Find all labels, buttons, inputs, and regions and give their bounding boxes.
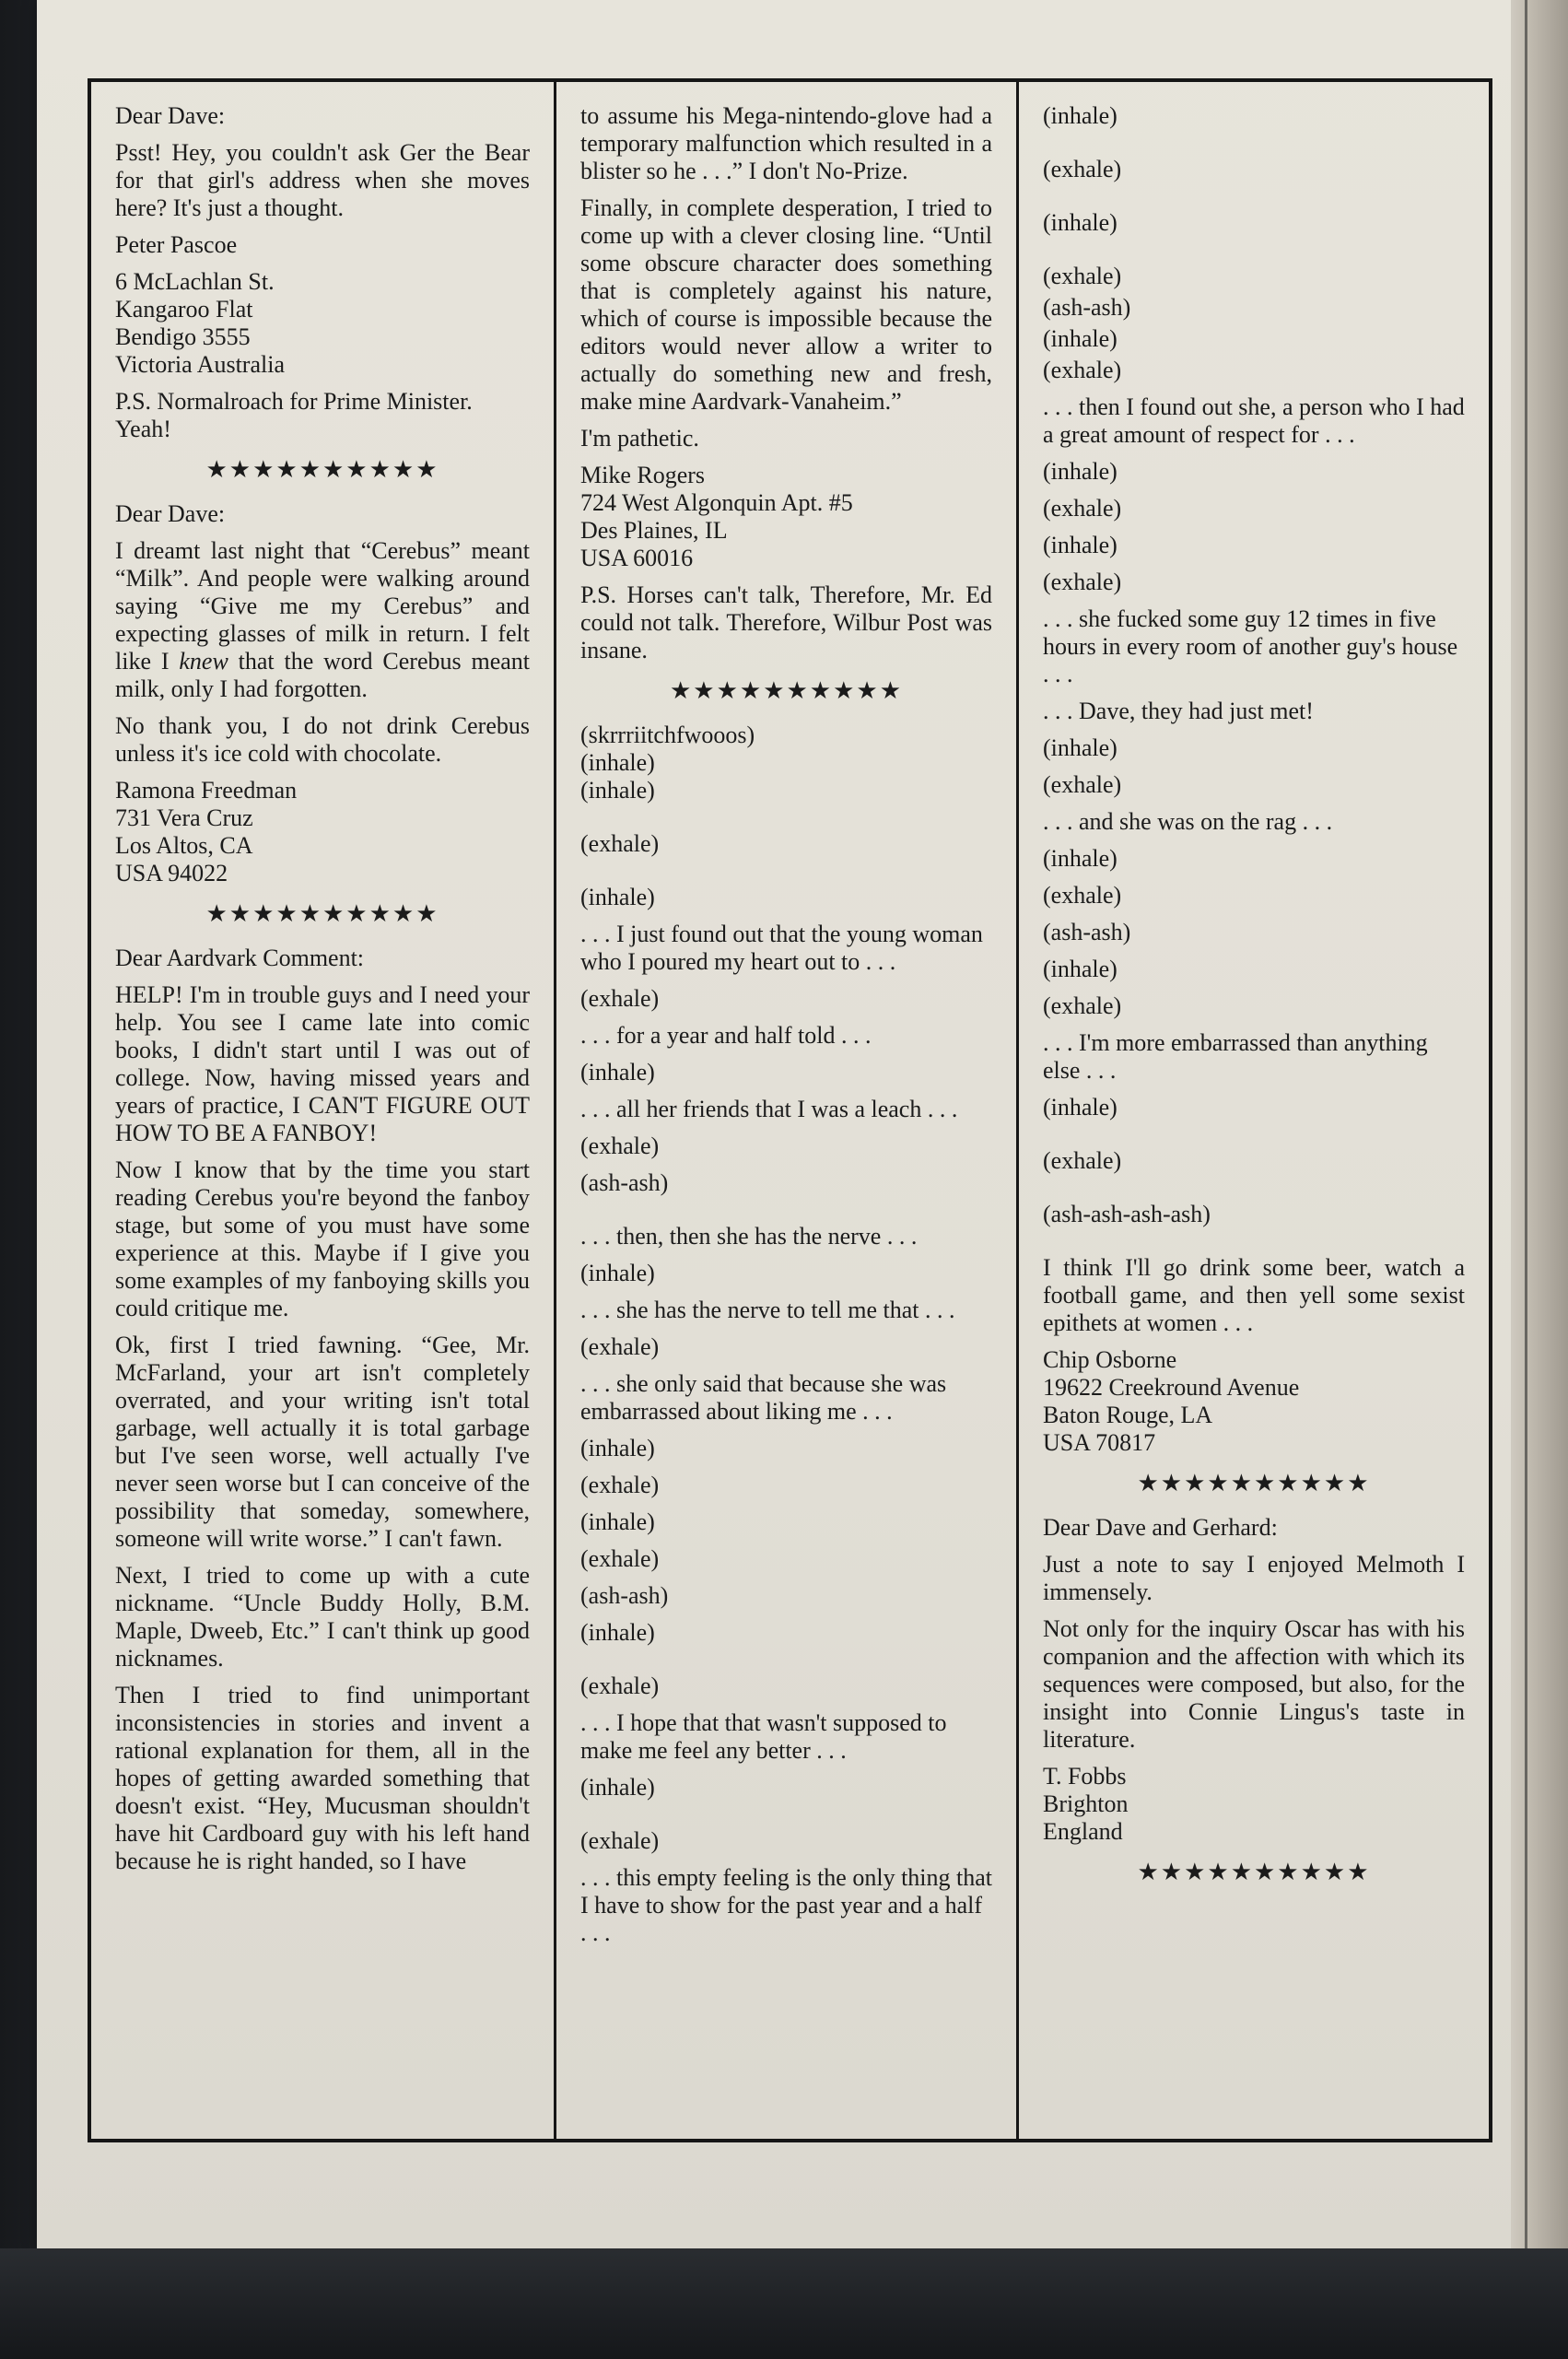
address — [115, 268, 530, 379]
address-line: USA 60016 — [580, 545, 694, 571]
letter-paragraph: Ok, first I tried fawning. “Gee, Mr. McFarland, your art isn't completely overrated, and your writing isn't total garbage, well actually it is total garbage but I've seen worse, well actually I've never seen worse but I can conceive of the possibility that someday, somewhere, someone will write worse.” I can't fawn. — [115, 1332, 530, 1552]
letter-paragraph: Then I tried to find unimportant inconsistencies in stories and invent a rational explanation for them, all in the hopes of getting awarded something that doesn't exist. “Hey, Mucusman shouldn't have hit Cardboard guy with his left hand because he is right handed, so I have — [115, 1682, 530, 1874]
poem-line: . . . Dave, they had just met! — [1043, 698, 1314, 724]
poem-line: . . . I'm more embarrassed than anything else . . . — [1043, 1029, 1428, 1084]
column-1 — [91, 82, 556, 2139]
address-line: 6 McLachlan St. — [115, 268, 275, 295]
poem-line: . . . then I found out she, a person who I had a great amount of respect for . . . — [1043, 393, 1465, 448]
star-separator: ★★★★★★★★★★ — [205, 456, 439, 484]
letter-paragraph: I'm pathetic. — [580, 425, 699, 452]
address-line: 19622 Creekround Avenue — [1043, 1374, 1300, 1401]
letter-body-text: I dreamt last night that “Cerebus” meant “Milk”. And people were walking around saying “Give me my Cerebus” and expecting glasses of milk in return. I felt like I — [115, 537, 530, 675]
emphasis-text: knew — [179, 648, 228, 675]
poem-line: (exhale) — [1043, 882, 1122, 909]
signature-block — [1043, 1763, 1465, 1846]
letter-body: Psst! Hey, you couldn't ask Ger the Bear for that girl's address when she moves here? It's just a thought. — [115, 139, 530, 221]
letter-paragraph: Now I know that by the time you start reading Cerebus you're beyond the fanboy stage, but some of you must have some experience at this. Maybe if I give you some examples of my fanboying skills you could critique me. — [115, 1156, 530, 1321]
poem-line: (exhale) — [580, 1472, 660, 1498]
address-line: Kangaroo Flat — [115, 296, 253, 323]
star-separator: ★★★★★★★★★★ — [1137, 1859, 1371, 1886]
postscript: P.S. Normalroach for Prime Minister. Yeah! — [115, 388, 473, 442]
poem-line: (inhale) — [1043, 325, 1117, 352]
letter-paragraph: Finally, in complete desperation, I tried to come up with a clever closing line. “Until some obscure character does something that is completely against his nature, which of course is impossible because the editors would never allow a writer to actually do something new and fresh, make mine Aardvark-Vanaheim.” — [580, 194, 992, 415]
closing-paragraph: I think I'll go drink some beer, watch a football game, and then yell some sexist epithets at women . . . — [1043, 1254, 1465, 1336]
poem-line: (inhale) — [580, 749, 655, 776]
poem-line: (exhale) — [580, 1545, 660, 1572]
poem-line: (inhale) — [580, 1774, 655, 1801]
star-separator: ★★★★★★★★★★ — [1137, 1470, 1371, 1497]
background-bottom — [0, 2248, 1568, 2359]
poem-line: (exhale) — [1043, 1147, 1122, 1174]
poem-line: . . . this empty feeling is the only thing that I have to show for the past year and a half . . . — [580, 1864, 993, 1946]
poem-line: (inhale) — [1043, 458, 1117, 485]
poem-line: (exhale) — [1043, 495, 1122, 522]
signature-name: Chip Osborne — [1043, 1346, 1177, 1373]
star-separator: ★★★★★★★★★★ — [669, 677, 904, 705]
address-line: Los Altos, CA — [115, 832, 253, 859]
poem-line: . . . she has the nerve to tell me that . . . — [580, 1297, 955, 1323]
address-line: Victoria Australia — [115, 351, 285, 378]
poem-line: . . . she fucked some guy 12 times in five hours in every room of another guy's house . . . — [1043, 605, 1458, 687]
address-line: Des Plaines, IL — [580, 517, 728, 544]
column-2 — [556, 82, 1019, 2139]
signature-name: Ramona Freedman — [115, 777, 298, 804]
poem-line: (inhale) — [1043, 102, 1117, 129]
poem-line: (ash-ash) — [580, 1582, 669, 1609]
signature-name: Peter Pascoe — [115, 231, 238, 258]
poem-line: (exhale) — [1043, 771, 1122, 798]
poem-line: (inhale) — [1043, 1094, 1117, 1121]
poem-line: . . . all her friends that I was a leach . . . — [580, 1096, 958, 1122]
letter-body — [115, 537, 530, 703]
page-edge-line — [1525, 0, 1527, 2359]
address-line: USA 70817 — [1043, 1429, 1156, 1456]
address — [115, 804, 530, 887]
address-line: 724 West Algonquin Apt. #5 — [580, 489, 853, 516]
postscript: P.S. Horses can't talk, Therefore, Mr. Ed could not talk. Therefore, Wilbur Post was insane. — [580, 581, 992, 663]
poem-line: . . . for a year and half told . . . — [580, 1022, 872, 1049]
signature-name: Mike Rogers — [580, 462, 706, 488]
poem-line: (inhale) — [580, 1260, 655, 1286]
letter-body-text: that the word Cerebus meant milk, only I had forgotten. — [115, 648, 530, 702]
poem-line: (inhale) — [580, 1059, 655, 1086]
poem-line: (inhale) — [580, 1435, 655, 1461]
next-page-edge — [1511, 0, 1568, 2359]
salutation: Dear Aardvark Comment: — [115, 945, 365, 971]
poem-line: (inhale) — [1043, 845, 1117, 872]
letter-paragraph: to assume his Mega-nintendo-glove had a temporary malfunction which resulted in a blister so he . . .” I don't No-Prize. — [580, 102, 992, 184]
signature-block — [1043, 1346, 1465, 1457]
salutation: Dear Dave: — [115, 102, 226, 129]
letter-paragraph: HELP! I'm in trouble guys and I need your help. You see I came late into comic books, I didn't start until I was out of college. Now, having missed years and years of practice, I CAN'T FIGURE OUT HOW TO BE A FANBOY! — [115, 981, 530, 1146]
poem-line: (inhale) — [580, 1619, 655, 1646]
poem-line: (ash-ash-ash-ash) — [1043, 1201, 1211, 1227]
letter-paragraph: Next, I tried to come up with a cute nickname. “Uncle Buddy Holly, B.M. Maple, Dweeb, Etc.” I can't think up good nicknames. — [115, 1562, 530, 1672]
poem-line: (exhale) — [580, 830, 660, 857]
address-line: England — [1043, 1818, 1123, 1845]
signature-block — [580, 462, 992, 572]
poem-line: . . . I just found out that the young woman who I poured my heart out to . . . — [580, 921, 983, 975]
salutation: Dear Dave: — [115, 500, 226, 527]
poem — [1043, 102, 1465, 1228]
signature-name: T. Fobbs — [1043, 1763, 1127, 1790]
address-line: 731 Vera Cruz — [115, 804, 253, 831]
address-line: USA 94022 — [115, 860, 228, 886]
poem-line: (exhale) — [1043, 263, 1122, 289]
poem-line: (inhale) — [580, 777, 655, 804]
poem-line: (exhale) — [580, 1133, 660, 1159]
poem-line: (inhale) — [1043, 532, 1117, 558]
letter-paragraph: Just a note to say I enjoyed Melmoth I immensely. — [1043, 1551, 1465, 1605]
poem-line: (inhale) — [1043, 734, 1117, 761]
letters-frame — [88, 78, 1492, 2142]
letter-paragraph: Not only for the inquiry Oscar has with his companion and the affection with which its sequences were composed, but also, for the insight into Connie Lingus's taste in literature. — [1043, 1615, 1465, 1753]
poem-line: (exhale) — [580, 1333, 660, 1360]
poem-line: (exhale) — [1043, 992, 1122, 1019]
poem-line: (exhale) — [580, 985, 660, 1012]
poem-line: (inhale) — [580, 1508, 655, 1535]
poem — [580, 722, 992, 1947]
salutation: Dear Dave and Gerhard: — [1043, 1514, 1278, 1541]
poem-line: (ash-ash) — [1043, 919, 1131, 945]
star-separator: ★★★★★★★★★★ — [205, 900, 439, 928]
poem-line: (ash-ash) — [1043, 294, 1131, 321]
poem-line: (exhale) — [580, 1672, 660, 1699]
poem-line: (exhale) — [1043, 357, 1122, 383]
letter-body: No thank you, I do not drink Cerebus unless it's ice cold with chocolate. — [115, 712, 530, 767]
poem-line: . . . I hope that that wasn't supposed to make me feel any better . . . — [580, 1709, 947, 1764]
column-3 — [1019, 82, 1489, 2139]
poem-line: . . . she only said that because she was embarrassed about liking me . . . — [580, 1370, 947, 1425]
poem-line: (exhale) — [580, 1827, 660, 1854]
address-line: Baton Rouge, LA — [1043, 1402, 1213, 1428]
poem-line: (exhale) — [1043, 156, 1122, 182]
poem-line: (inhale) — [580, 884, 655, 910]
poem-line: . . . then, then she has the nerve . . . — [580, 1223, 918, 1250]
poem-line: (ash-ash) — [580, 1169, 669, 1196]
poem-line: (inhale) — [1043, 956, 1117, 982]
poem-line: (inhale) — [1043, 209, 1117, 236]
address-line: Bendigo 3555 — [115, 323, 251, 350]
poem-line: (skrrriitchfwooos) — [580, 722, 755, 748]
poem-line: (exhale) — [1043, 569, 1122, 595]
address-line: Brighton — [1043, 1790, 1129, 1817]
poem-line: . . . and she was on the rag . . . — [1043, 808, 1333, 835]
